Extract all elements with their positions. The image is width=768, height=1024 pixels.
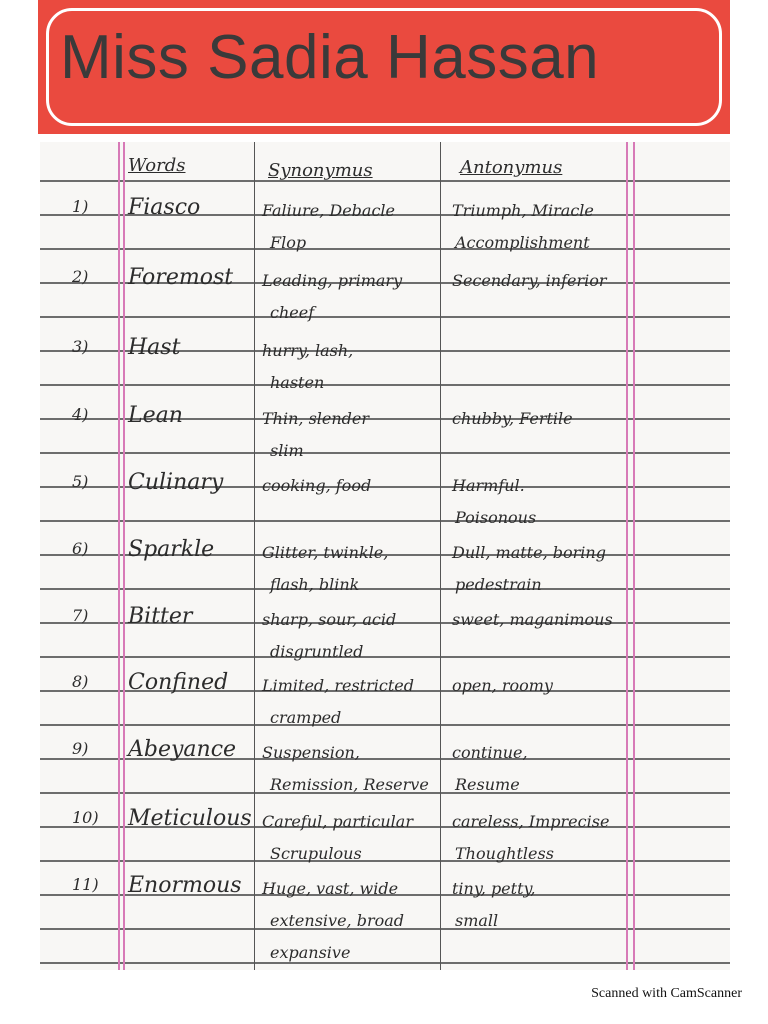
header-synonyms: Synonymus (268, 160, 373, 181)
row-antonym-line1: Harmful. (452, 476, 525, 495)
row-antonym-line1: sweet, maganimous (452, 610, 613, 629)
row-number: 3) (72, 337, 89, 356)
row-number: 11) (72, 875, 99, 894)
row-synonym-line2: Flop (270, 233, 307, 252)
row-antonym-line1: open, roomy (452, 676, 553, 695)
row-antonym-line1: chubby, Fertile (452, 409, 573, 428)
row-antonym-line1: continue, (452, 743, 528, 762)
column-divider-2 (440, 142, 441, 970)
row-number: 2) (72, 267, 89, 286)
row-synonym-line1: Glitter, twinkle, (262, 543, 389, 562)
row-number: 10) (72, 808, 99, 827)
row-number: 4) (72, 405, 89, 424)
row-synonym-line1: sharp, sour, acid (262, 610, 397, 629)
row-synonym-line2: cheef (270, 303, 315, 322)
row-synonym-line1: Suspension, (262, 743, 360, 762)
row-number: 8) (72, 672, 89, 691)
row-antonym-line1: Secendary, inferior (452, 271, 607, 290)
row-antonym-line1: Dull, matte, boring (452, 543, 606, 562)
row-word: Bitter (128, 604, 193, 629)
row-synonym-line1: Thin, slender (262, 409, 370, 428)
row-synonym-line2: Scrupulous (270, 844, 362, 863)
row-synonym-line2: flash, blink (270, 575, 360, 594)
row-synonym-line2: Remission, Reserve (270, 775, 429, 794)
row-antonym-line2: pedestrain (455, 575, 542, 594)
row-antonym-line2: Accomplishment (455, 233, 590, 252)
row-word: Culinary (128, 470, 224, 495)
row-word: Abeyance (128, 737, 237, 762)
row-synonym-line1: Faliure, Debacle (262, 201, 396, 220)
row-synonym-line1: hurry, lash, (262, 341, 354, 360)
page-title: Miss Sadia Hassan (60, 23, 600, 92)
right-margin-line-2 (633, 142, 635, 970)
row-synonym-line2: disgruntled (270, 642, 364, 661)
row-number: 6) (72, 539, 89, 558)
row-word: Foremost (128, 265, 234, 290)
row-synonym-line1: Careful, particular (262, 812, 413, 831)
row-word: Confined (128, 670, 229, 695)
row-synonym-line1: Huge, vast, wide (262, 879, 399, 898)
row-antonym-line2: Poisonous (455, 508, 537, 527)
right-margin-line (626, 142, 628, 970)
header-antonyms: Antonymus (460, 157, 563, 178)
row-number: 9) (72, 739, 89, 758)
row-antonym-line2: Thoughtless (455, 844, 554, 863)
row-synonym-line1: cooking, food (262, 476, 372, 495)
row-number: 1) (72, 197, 89, 216)
row-number: 7) (72, 606, 89, 625)
row-synonym-line2: cramped (270, 708, 342, 727)
row-synonym-line2: extensive, broad (270, 911, 405, 930)
row-number: 5) (72, 472, 89, 491)
row-synonym-line3: expansive (270, 943, 351, 962)
title-banner (38, 0, 730, 134)
row-antonym-line1: tiny, petty, (452, 879, 536, 898)
row-antonym-line1: careless, Imprecise (452, 812, 610, 831)
column-divider-1 (254, 142, 255, 970)
row-synonym-line2: hasten (270, 373, 325, 392)
row-word: Sparkle (128, 537, 215, 562)
row-word: Lean (128, 403, 183, 428)
row-synonym-line1: Leading, primary (262, 271, 403, 290)
row-word: Fiasco (128, 195, 201, 220)
row-word: Hast (128, 335, 181, 360)
row-antonym-line2: Resume (455, 775, 520, 794)
scanner-footer: Scanned with CamScanner (591, 986, 742, 1001)
row-word: Meticulous (128, 806, 252, 831)
row-antonym-line2: small (455, 911, 499, 930)
row-antonym-line1: Triumph, Miracle (452, 201, 594, 220)
row-word: Enormous (128, 873, 242, 898)
left-margin-line-2 (123, 142, 125, 970)
row-synonym-line1: Limited, restricted (262, 676, 414, 695)
row-synonym-line2: slim (270, 441, 304, 460)
header-words: Words (128, 155, 186, 176)
left-margin-line (118, 142, 120, 970)
